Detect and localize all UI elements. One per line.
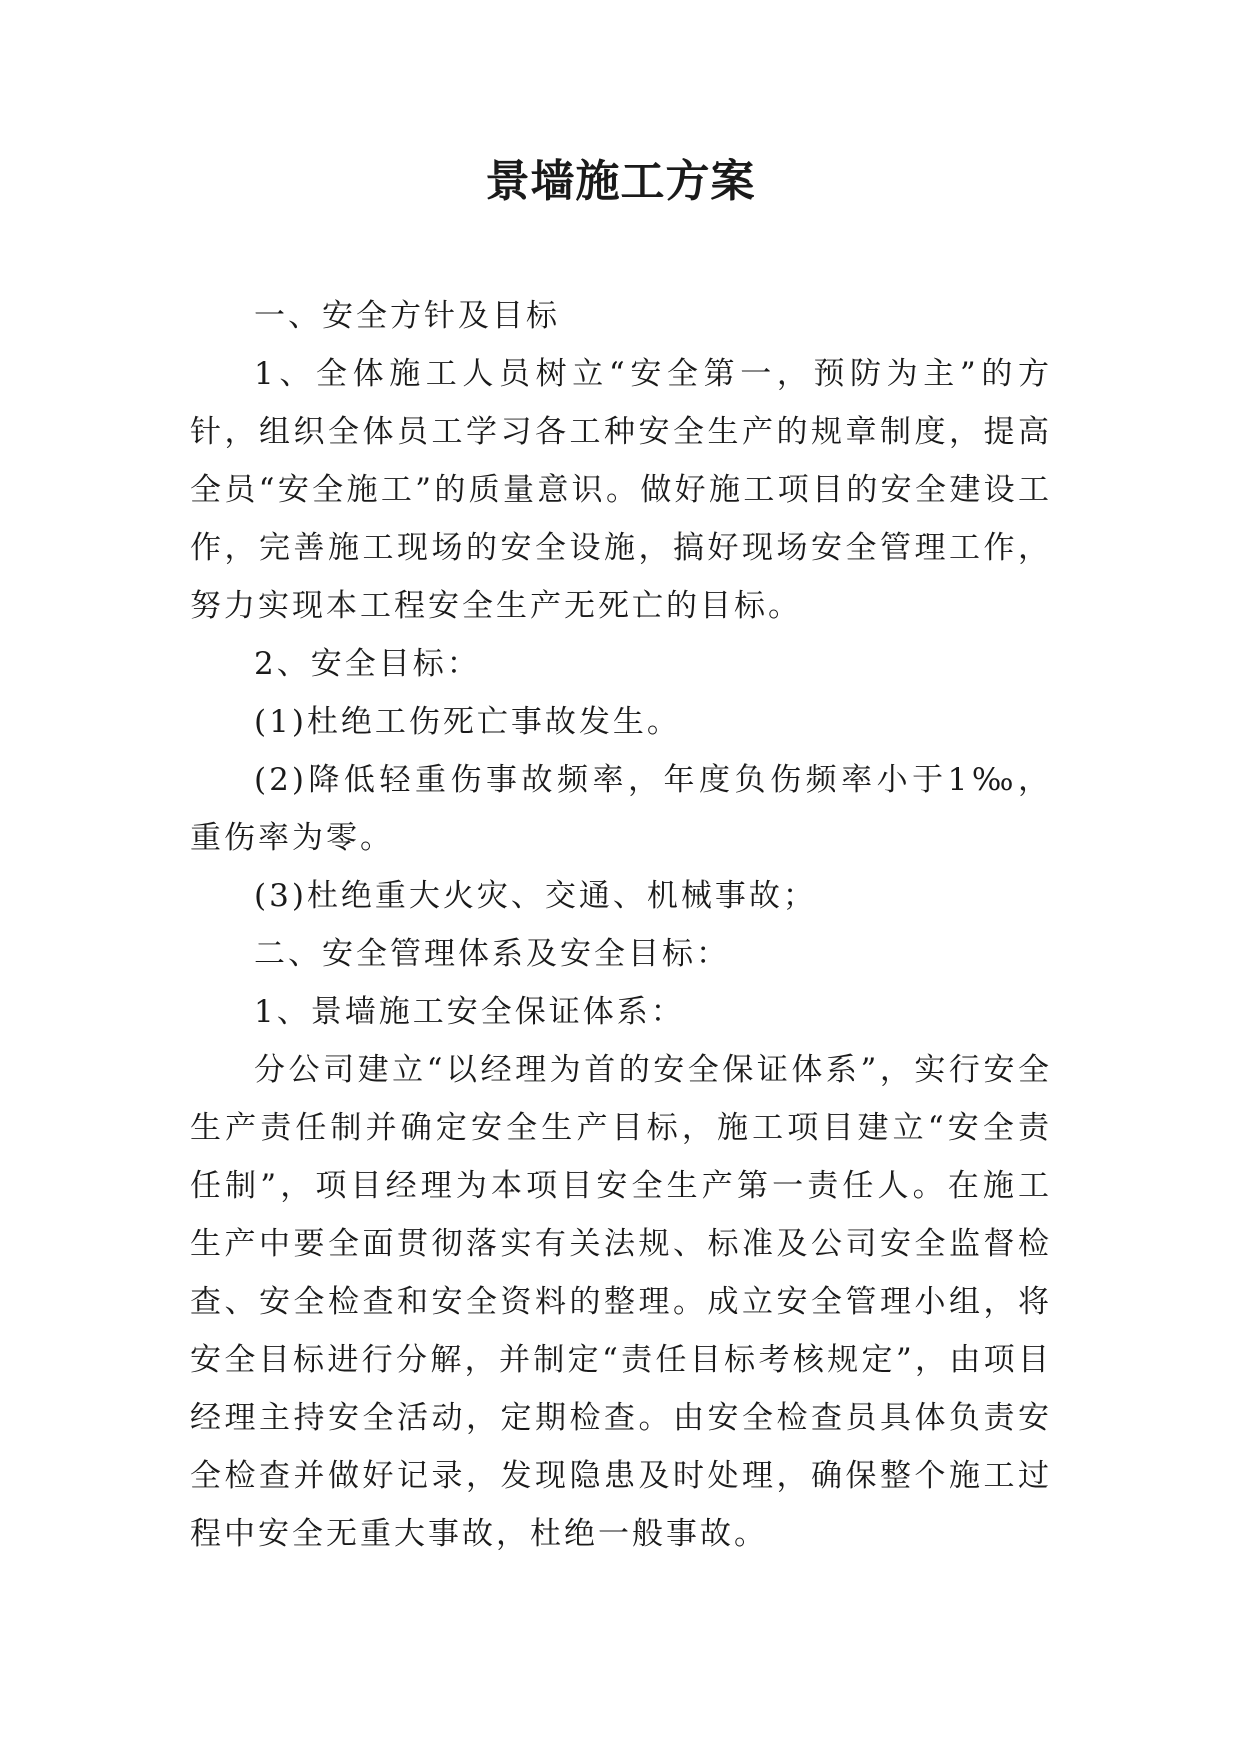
heading-safety-goals: 2、安全目标： — [254, 646, 481, 682]
heading-management-system: 二、安全管理体系及安全目标： — [254, 936, 730, 972]
list-item-goal-3: (3)杜绝重大火灾、交通、机械事故； — [254, 878, 817, 914]
list-item-goal-1: (1)杜绝工伤死亡事故发生。 — [254, 704, 681, 740]
paragraph-safety-policy: 1、全体施工人员树立“安全第一，预防为主”的方针，组织全体员工学习各工种安全生产的规章制度，提高全员“安全施工”的质量意识。做好施工项目的安全建设工作，完善施工现场的安全设施，搞好现场安全管理工作，努力实现本工程安全生产无死亡的目标。 — [190, 356, 1052, 624]
list-item-goal-2: (2)降低轻重伤事故频率，年度负伤频率小于1‰，重伤率为零。 — [190, 762, 1052, 856]
document-title: 景墙施工方案 — [485, 156, 756, 207]
document-body — [190, 287, 1052, 1563]
heading-guarantee-system: 1、景墙施工安全保证体系： — [254, 994, 685, 1030]
paragraph-guarantee-system: 分公司建立“以经理为首的安全保证体系”，实行安全生产责任制并确定安全生产目标，施工项目建立“安全责任制”，项目经理为本项目安全生产第一责任人。在施工生产中要全面贯彻落实有关法规、标准及公司安全监督检查、安全检查和安全资料的整理。成立安全管理小组，将安全目标进行分解，并制定“责任目标考核规定”，由项目经理主持安全活动，定期检查。由安全检查员具体负责安全检查并做好记录，发现隐患及时处理，确保整个施工过程中安全无重大事故，杜绝一般事故。 — [190, 1052, 1052, 1552]
heading-safety-policy: 一、安全方针及目标 — [254, 298, 560, 334]
